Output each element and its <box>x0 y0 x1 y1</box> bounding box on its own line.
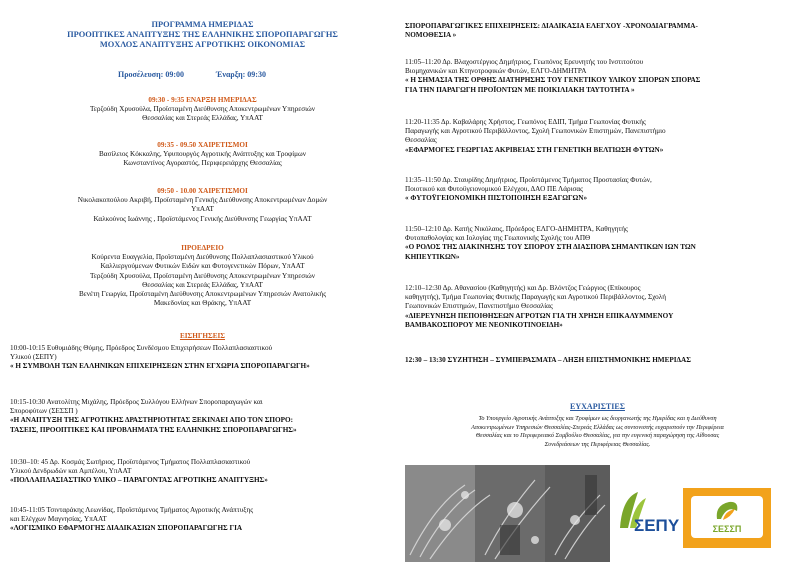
talks-heading: ΕΙΣΗΓΗΣΕΙΣ <box>179 332 226 340</box>
seed-photo-graphic <box>405 465 610 562</box>
talk-5-title-2: ΓΙΑ ΤΗΝ ΠΑΡΑΓΩΓΗ ΠΡΟΪΟΝΤΩΝ ΜΕ ΠΟΙΚΙΛΙΑΚΗ ΤΑΥΤΟΤΗΤΑ » <box>405 85 635 94</box>
greetings-1-heading: 09:35 - 09.50 ΧΑΙΡΕΤΙΣΜΟΙ <box>157 141 248 149</box>
talk-8-title-2: ΚΗΠΕΥΤΙΚΩΝ» <box>405 252 460 261</box>
talk-2-title-1: «Η ΑΝΑΠΤΥΞΗ ΤΗΣ ΑΓΡΟΤΙΚΗΣ ΔΡΑΣΤΗΡΙΟΤΗΤΑΣ ΞΕΚΙΝΑΕΙ ΑΠΟ ΤΟΝ ΣΠΟΡΟ: <box>10 416 293 425</box>
arrival-time: Προσέλευση: 09:00 <box>118 70 184 79</box>
opening-line-1: Τερζούδη Χρυσούλα, Προϊσταμένη Διεύθυνσης Αποκεντρωμένων Υπηρεσιών <box>90 105 315 114</box>
opening-line-2: Θεσσαλίας και Στερεάς Ελλάδας, ΥπΑΑΤ <box>142 114 263 123</box>
talk-9-line-2: καθηγητής), Τμήμα Γεωπονίας Φυτικής Παραγωγής και Αγροτικού Περιβάλλοντος, Σχολή <box>405 293 666 302</box>
talk-4-cont-line-2: ΝΟΜΟΘΕΣΙΑ » <box>405 31 457 40</box>
thanks-line-4: Συνεδριάσεων της Περιφέρειας Θεσσαλίας. <box>544 440 651 448</box>
talk-9-line-1: 12:10–12:30 Δρ. Αθανασίου (Καθηγητής) και Δρ. Βλόντζος Γεώργιος (Επίκουρος <box>405 284 641 292</box>
talk-1 <box>10 344 395 372</box>
thanks-text <box>405 415 790 449</box>
greetings-section-2 <box>10 187 395 224</box>
program-title <box>10 20 395 50</box>
talk-5-line-1: 11:05–11:20 Δρ. Βλαχοστέργιος Δημήτριος, Γεωπόνος Ερευνητής του Ινστιτούτου <box>405 58 644 66</box>
talk-5-title-1: « Η ΣΗΜΑΣΙΑ ΤΗΣ ΟΡΘΗΣ ΔΙΑΤΗΡΗΣΗΣ ΤΟΥ ΓΕΝΕΤΙΚΟΥ ΥΛΙΚΟΥ ΣΠΟΡΩΝ ΣΠΟΡΑΣ <box>405 76 701 85</box>
presidium-line-6: Μακεδονίας και Θράκης, ΥπΑΑΤ <box>153 299 252 308</box>
talk-8-line-2: Φυτοπαθολογίας και Ιολογίας της Γεωπονικής Σχολής του ΑΠΘ <box>405 234 591 243</box>
talk-1-title: « Η ΣΥΜΒΟΛΗ ΤΩΝ ΕΛΛΗΝΙΚΩΝ ΕΠΙΧΕΙΡΗΣΕΩΝ ΣΤΗΝ ΕΓΧΩΡΙΑ ΣΠΟΡΟΠΑΡΑΓΩΓΗ» <box>10 362 310 371</box>
sepy-logo <box>616 488 680 544</box>
talk-5-line-2: Βιομηχανικών και Κτηνοτροφικών Φυτών, ΕΛΓΟ-ΔΗΜΗΤΡΑ <box>405 67 587 76</box>
talk-1-line-1: 10:00-10:15 Ευθυμιάδης Θύμης, Πρόεδρος Συνδέσμου Επιχειρήσεων Πολλαπλασιαστικού <box>10 344 273 352</box>
talk-9-title-1: «ΔΙΕΡΕΥΝΗΣΗ ΠΕΠΟΙΘΗΣΕΩΝ ΑΓΡΟΤΩΝ ΓΙΑ ΤΗ ΧΡΗΣΗ ΕΠΙΚΑΛΥΜΜΕΝΟΥ <box>405 311 674 320</box>
opening-heading: 09:30 - 9:35 ΕΝΑΡΞΗ ΗΜΕΡΙΔΑΣ <box>148 96 257 104</box>
talk-3 <box>10 458 395 486</box>
talk-6-title: «ΕΦΑΡΜΟΓΕΣ ΓΕΩΡΓΙΑΣ ΑΚΡΙΒΕΙΑΣ ΣΤΗ ΓΕΝΕΤΙΚΗ ΒΕΛΤΙΩΣΗ ΦΥΤΩΝ» <box>405 145 664 154</box>
greetings-1-line-2: Κωνσταντίνος Αγοραστός, Περιφερειάρχης Θεσσαλίας <box>123 159 282 168</box>
talk-9-line-3: Γεωπονικών Επιστημών, Πανεπιστήμιο Θεσσαλίας <box>405 302 553 311</box>
sessp-swirl-icon <box>713 499 741 523</box>
thanks-section <box>405 402 790 449</box>
opening-section <box>10 96 395 124</box>
greetings-2-line-1: Νικολακοπούλου Ακριβή, Προϊσταμένη Γενικής Διεύθυνσης Αποκεντρωμένων Δομών <box>77 196 328 205</box>
presidium-line-2: Καλλιεργούμενων Φυτικών Ειδών και Φυτογενετικών Πόρων, ΥπΑΑΤ <box>100 262 305 271</box>
talk-8 <box>405 225 790 262</box>
presidium-line-5: Βενέτη Γεωργία, Προϊσταμένη Διεύθυνσης Αποκεντρωμένων Υπηρεσιών Ανατολικής <box>78 290 327 299</box>
subtitle-line-2: ΜΟΧΛΟΣ ΑΝΑΠΤΥΞΗΣ ΑΓΡΟΤΙΚΗΣ ΟΙΚΟΝΟΜΙΑΣ <box>99 40 306 49</box>
talk-8-title-1: «Ο ΡΟΛΟΣ ΤΗΣ ΔΙΑΚΙΝΗΣΗΣ ΤΟΥ ΣΠΟΡΟΥ ΣΤΗ ΔΙΑΣΠΟΡΑ ΣΗΜΑΝΤΙΚΩΝ ΙΩΝ ΤΩΝ <box>405 243 696 252</box>
talk-6 <box>405 118 790 155</box>
talk-8-line-1: 11:50–12:10 Δρ. Κατής Νικόλαος, Πρόεδρος ΕΛΓΟ-ΔΗΜΗΤΡΑ, Καθηγητής <box>405 225 628 233</box>
talk-4-line-2: και Ελέγχων Μαγνησίας, ΥπΑΑΤ <box>10 515 107 524</box>
seed-photo <box>405 465 610 562</box>
talk-2-line-1: 10:15-10:30 Ανατολίτης Μιχάλης, Πρόεδρος Συλλόγου Ελλήνων Σποροπαραγωγών και <box>10 398 263 406</box>
sessp-logo-panel <box>691 496 763 538</box>
closing-discussion: 12:30 – 13:30 ΣΥΖΗΤΗΣΗ – ΣΥΜΠΕΡΑΣΜΑΤΑ – ΛΗΞΗ ΕΠΙΣΤΗΜΟΝΙΚΗΣ ΗΜΕΡΙΔΑΣ <box>405 356 691 364</box>
talk-6-line-3: Θεσσαλίας <box>405 136 437 145</box>
talk-3-line-1: 10:30–10: 45 Δρ. Κοσμάς Σωτήριος, Προϊστάμενος Τμήματος Πολλαπλασιαστικού <box>10 458 251 466</box>
sessp-wordmark: ΣΕΣΣΠ <box>712 524 742 534</box>
talk-9 <box>405 284 790 330</box>
thanks-line-2: Αποκεντρωμένων Υπηρεσιών Θεσσαλίας-Στερεάς Ελλάδας ως συντονιστής ευχαριστούν την Περιφέρεια <box>471 423 724 431</box>
talk-4 <box>10 506 395 534</box>
talk-4-line-1: 10:45-11:05 Τσινταράκης Λεωνίδας, Προϊστάμενος Τμήματος Αγροτικής Ανάπτυξης <box>10 506 254 514</box>
talk-7 <box>405 176 790 204</box>
start-time: Έναρξη: 09:30 <box>216 70 266 79</box>
talk-6-line-1: 11:20-11:35 Δρ. Καβαλάρης Χρήστος, Γεωπόνος ΕΔΙΠ, Τμήμα Γεωπονίας Φυτικής <box>405 118 646 126</box>
presidium-line-3: Τερζούδη Χρυσούλα, Προϊσταμένη Διεύθυνσης Αποκεντρωμένων Υπηρεσιών <box>90 271 315 280</box>
sessp-logo <box>683 488 771 548</box>
subtitle-line-1: ΠΡΟΟΠΤΙΚΕΣ ΑΝΑΠΤΥΞΗΣ ΤΗΣ ΕΛΛΗΝΙΚΗΣ ΣΠΟΡΟΠΑΡΑΓΩΓΗΣ <box>67 30 338 39</box>
talk-4-cont-line-1: ΣΠΟΡΟΠΑΡΑΓΩΓΙΚΕΣ ΕΠΙΧΕΙΡΗΣΕΙΣ: ΔΙΑΔΙΚΑΣΙΑ ΕΛΕΓΧΟΥ -ΧΡΟΝΟΔΙΑΓΡΑΜΜΑ- <box>405 22 698 30</box>
talk-7-line-2: Ποιοτικού και Φυτοϋγειονομικού Ελέγχου, ΔΑΟ ΠΕ Λάρισας <box>405 185 584 194</box>
presidium-line-1: Κούρεντα Ευαγγελία, Προϊσταμένη Διεύθυνσης Πολλαπλασιαστικού Υλικού <box>91 253 314 262</box>
talk-7-title: « ΦΥΤΟΫΓΕΙΟΝΟΜΙΚΗ ΠΙΣΤΟΠΟΙΗΣΗ ΕΞΑΓΩΓΩΝ» <box>405 194 588 203</box>
talk-7-line-1: 11:35–11:50 Δρ. Σταυρίδης Δημήτριος, Προϊστάμενος Τμήματος Προστασίας Φυτών, <box>405 176 652 184</box>
presidium-heading: ΠΡΟΕΔΡΕΙΟ <box>181 244 224 252</box>
talk-5 <box>405 58 790 95</box>
talk-1-line-2: Υλικού (ΣΕΠΥ) <box>10 353 57 362</box>
talk-3-line-2: Υλικού Δενδρωδών και Αμπέλου, ΥπΑΑΤ <box>10 467 132 476</box>
title-line: ΠΡΟΓΡΑΜΜΑ ΗΜΕΡΙΔΑΣ <box>151 20 254 29</box>
talk-9-title-2: ΒΑΜΒΑΚΟΣΠΟΡΟΥ ΜΕ ΝΕΟΝΙΚΟΤΙΝΟΕΙΔΗ» <box>405 320 563 329</box>
thanks-line-3: Θεσσαλίας και το Περιφερειακό Συμβούλιο Θεσσαλίας, για την ευγενική παραχώρηση της Αίθουσας <box>475 432 720 440</box>
greetings-2-heading: 09:50 - 10.00 ΧΑΙΡΕΤΙΣΜΟΙ <box>157 187 248 195</box>
talk-2-title-2: ΤΑΣΕΙΣ, ΠΡΟΟΠΤΙΚΕΣ ΚΑΙ ΠΡΟΒΛΗΜΑΤΑ ΤΗΣ ΕΛΛΗΝΙΚΗΣ ΣΠΟΡΟΠΑΡΑΓΩΓΗΣ» <box>10 425 297 434</box>
talk-6-line-2: Παραγωγής και Αγροτικού Περιβάλλοντος, Σχολή Γεωπονικών Επιστημών, Πανεπιστήμιο <box>405 127 666 136</box>
talk-4-continued <box>405 22 790 40</box>
greetings-section-1 <box>10 141 395 169</box>
greetings-2-line-3: Καλκούνος Ιωάννης , Προϊστάμενος Γενικής Διεύθυνσης Γεωργίας ΥπΑΑΤ <box>93 214 312 223</box>
thanks-line-1: Το Υπουργείο Αγροτικής Ανάπτυξης και Τροφίμων ως διοργανωτής της Ημερίδας και η Διεύθυνση <box>478 415 717 422</box>
sepy-wordmark: ΣΕΠΥ <box>634 516 680 535</box>
thanks-heading: ΕΥΧΑΡΙΣΤΙΕΣ <box>570 402 625 411</box>
presidium-line-4: Θεσσαλίας και Στερεάς Ελλάδας, ΥπΑΑΤ <box>142 280 263 289</box>
talk-3-title: «ΠΟΛΛΑΠΛΑΣΙΑΣΤΙΚΟ ΥΛΙΚΟ – ΠΑΡΑΓΟΝΤΑΣ ΑΓΡΟΤΙΚΗΣ ΑΝΑΠΤΥΞΗΣ» <box>10 476 268 485</box>
talk-2-line-2: Σποροφύτων (ΣΕΣΣΠ ) <box>10 407 78 416</box>
greetings-1-line-1: Βασίλειος Κόκκαλης, Υφυπουργός Αγροτικής Ανάπτυξης και Τροφίμων <box>99 150 306 159</box>
talk-2 <box>10 398 395 435</box>
greetings-2-line-2: ΥπΑΑΤ <box>191 205 214 214</box>
presidium-section <box>10 244 395 308</box>
talk-4-title: «ΛΟΓΙΣΜΙΚΟ ΕΦΑΡΜΟΓΗΣ ΔΙΑΔΙΚΑΣΙΩΝ ΣΠΟΡΟΠΑΡΑΓΩΓΗΣ ΓΙΑ <box>10 524 243 533</box>
